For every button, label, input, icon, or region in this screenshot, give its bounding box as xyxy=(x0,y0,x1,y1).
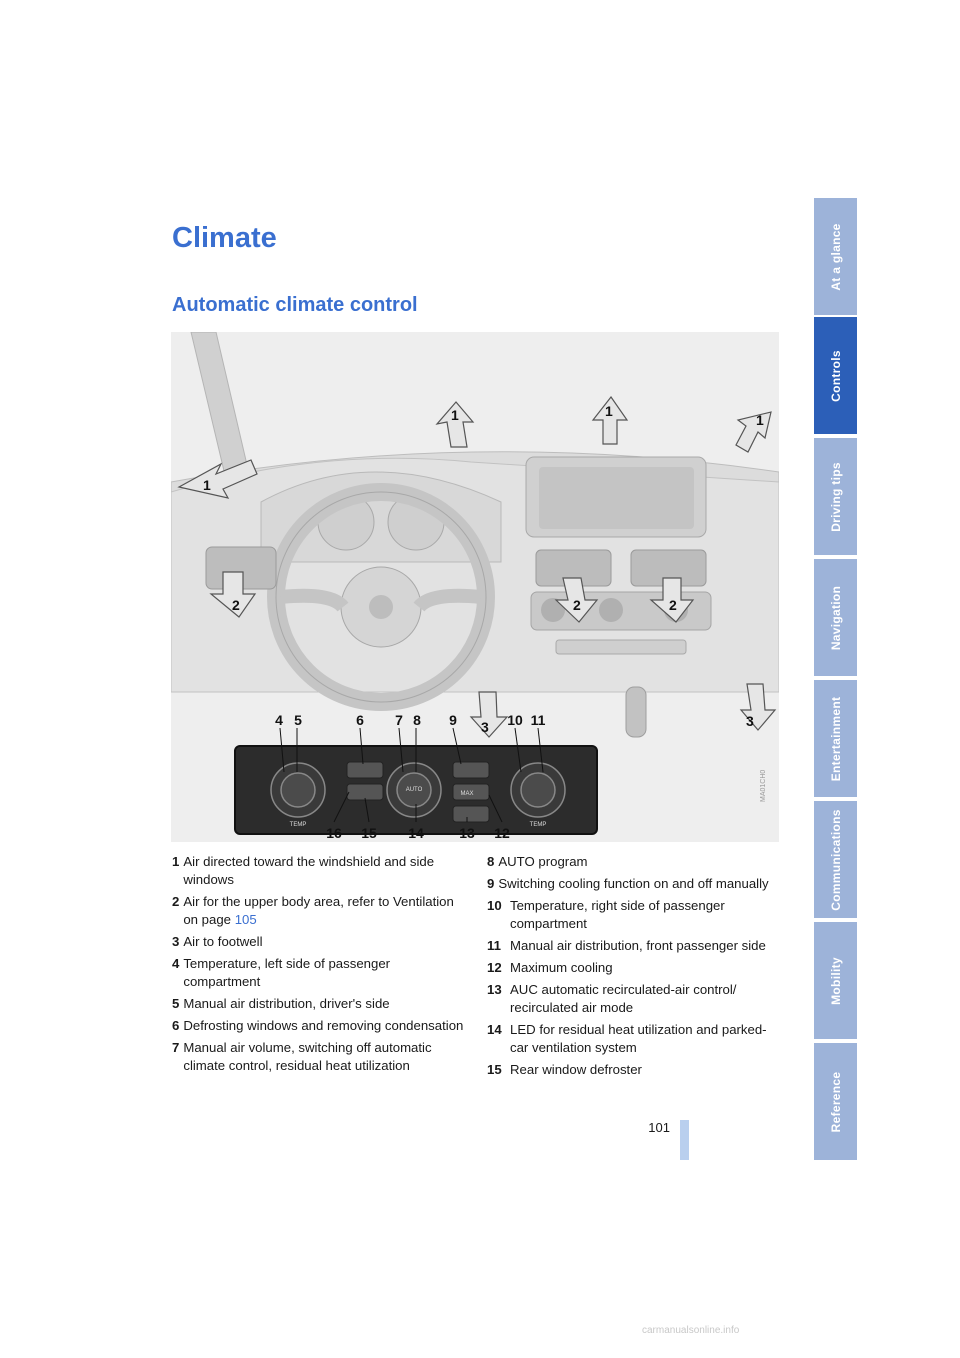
legend-number: 10 xyxy=(487,898,502,913)
callout-number: 14 xyxy=(408,825,424,841)
legend-number: 8 xyxy=(487,854,495,869)
legend-item xyxy=(487,1061,782,1079)
callout-number: 10 xyxy=(507,712,523,728)
callout-number: 4 xyxy=(275,712,283,728)
panel-max-label: MAX xyxy=(460,791,474,797)
legend-item xyxy=(487,981,782,1017)
legend-number: 2 xyxy=(172,894,180,909)
legend-item xyxy=(172,853,467,889)
callout-number: 15 xyxy=(361,825,377,841)
legend-text: Manual air volume, switching off automatic climate control, residual heat utilization xyxy=(183,1040,432,1073)
tab-label: Communications xyxy=(828,808,843,911)
tab-mobility[interactable] xyxy=(814,922,857,1041)
page-number-bar xyxy=(680,1120,689,1160)
legend-text: Defrosting windows and removing condensation xyxy=(183,1018,464,1033)
tab-communications[interactable] xyxy=(814,801,857,920)
tab-entertainment[interactable] xyxy=(814,680,857,799)
legend-number: 15 xyxy=(487,1062,502,1077)
arrow-label: 3 xyxy=(481,719,489,735)
tab-label: Driving tips xyxy=(828,461,843,532)
legend-text: Rear window defroster xyxy=(510,1062,642,1077)
dashboard-illustration xyxy=(171,332,779,842)
callout-number: 16 xyxy=(326,825,342,841)
legend-item xyxy=(487,875,782,893)
chapter-tabs xyxy=(814,198,857,1160)
legend-item xyxy=(172,1017,467,1035)
callout-number: 12 xyxy=(494,825,510,841)
legend-number: 9 xyxy=(487,876,495,891)
legend-text: AUC automatic recirculated-air control/ recirculated air mode xyxy=(510,982,737,1015)
legend-item xyxy=(172,1039,467,1075)
tab-label: Navigation xyxy=(828,585,843,650)
legend-text: Switching cooling function on and off manually xyxy=(498,876,769,891)
legend-text: Maximum cooling xyxy=(510,960,613,975)
legend-text: LED for residual heat utilization and parked-car ventilation system xyxy=(510,1022,767,1055)
legend-number: 11 xyxy=(487,938,501,953)
legend-right-column xyxy=(487,853,782,1083)
callout-number: 13 xyxy=(459,825,475,841)
arrow-label: 1 xyxy=(605,403,613,419)
legend-number: 13 xyxy=(487,982,502,997)
section-title: Automatic climate control xyxy=(172,294,418,316)
legend-item xyxy=(172,955,467,991)
legend-item xyxy=(172,995,467,1013)
tab-label: Mobility xyxy=(828,956,843,1005)
tab-navigation[interactable] xyxy=(814,559,857,678)
legend-item xyxy=(172,933,467,951)
legend-left-column xyxy=(172,853,467,1079)
legend-item xyxy=(487,853,782,871)
legend-text: Air for the upper body area, refer to Ventilation on page xyxy=(183,894,454,927)
legend-text: Manual air distribution, driver's side xyxy=(183,996,390,1011)
watermark: carmanualsonline.info xyxy=(642,1325,740,1336)
callout-number: 7 xyxy=(395,712,403,728)
page-number: 101 xyxy=(648,1120,670,1135)
legend-text: Manual air distribution, front passenger side xyxy=(510,938,766,953)
legend-number: 1 xyxy=(172,854,180,869)
legend-item xyxy=(487,937,782,955)
legend-number: 12 xyxy=(487,960,502,975)
page-title: Climate xyxy=(172,222,277,254)
figure-code: MA01CH0 xyxy=(760,769,767,802)
legend-text: Temperature, right side of passenger compartment xyxy=(510,898,725,931)
legend-item xyxy=(487,959,782,977)
legend-item xyxy=(487,897,782,933)
tab-at-a-glance[interactable] xyxy=(814,198,857,317)
legend-text: Air directed toward the windshield and side windows xyxy=(183,854,435,887)
arrow-label: 2 xyxy=(669,597,677,613)
tab-controls[interactable] xyxy=(814,317,857,436)
arrow-label: 3 xyxy=(746,713,754,729)
legend-number: 5 xyxy=(172,996,180,1011)
panel-temp-label: TEMP xyxy=(289,822,307,828)
tab-label: Reference xyxy=(828,1071,843,1132)
legend-text: AUTO program xyxy=(498,854,588,869)
arrow-label: 1 xyxy=(203,477,211,493)
callout-number: 6 xyxy=(356,712,364,728)
dashboard-figure xyxy=(171,332,779,842)
tab-label: At a glance xyxy=(828,222,843,291)
arrow-label: 1 xyxy=(451,407,459,423)
callout-number: 8 xyxy=(413,712,421,728)
legend-text: Air to footwell xyxy=(183,934,263,949)
legend-text: Temperature, left side of passenger compartment xyxy=(183,956,391,989)
callout-number: 5 xyxy=(294,712,302,728)
callout-number: 11 xyxy=(530,712,546,728)
legend-number: 6 xyxy=(172,1018,180,1033)
page-link[interactable]: 105 xyxy=(234,912,257,927)
callout-number: 9 xyxy=(449,712,457,728)
tab-reference[interactable] xyxy=(814,1043,857,1162)
arrow-label: 2 xyxy=(232,597,240,613)
tab-label: Controls xyxy=(828,349,843,402)
legend-number: 14 xyxy=(487,1022,502,1037)
legend-number: 7 xyxy=(172,1040,180,1055)
legend-item xyxy=(172,893,467,929)
arrow-label: 1 xyxy=(756,412,764,428)
panel-temp-label: TEMP xyxy=(529,822,547,828)
legend-number: 4 xyxy=(172,956,180,971)
legend-number: 3 xyxy=(172,934,180,949)
tab-driving-tips[interactable] xyxy=(814,438,857,557)
tab-label: Entertainment xyxy=(828,696,843,781)
panel-auto-label: AUTO xyxy=(405,787,423,793)
arrow-label: 2 xyxy=(573,597,581,613)
legend-item xyxy=(487,1021,782,1057)
